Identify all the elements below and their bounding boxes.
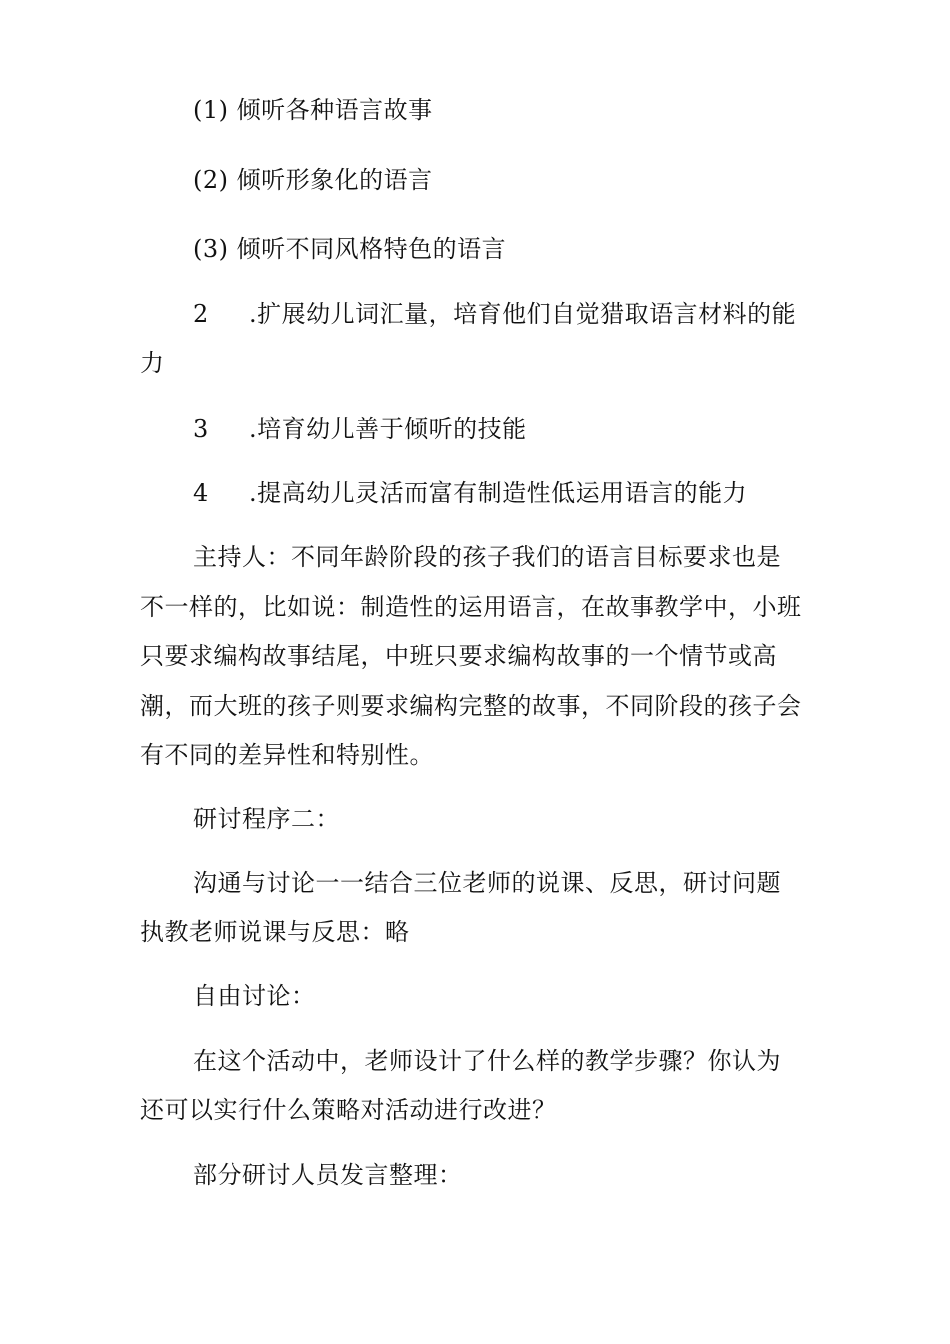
paragraph-line: 力	[140, 349, 165, 377]
numbered-item-3	[193, 414, 863, 444]
list-item-1: (1) 倾听各种语言故事	[193, 96, 433, 124]
item-number: 3	[193, 415, 209, 443]
list-item-3: (3) 倾听不同风格特色的语言	[193, 235, 507, 263]
item-text: .培育幼儿善于倾听的技能	[249, 415, 527, 443]
item-text: .提高幼儿灵活而富有制造性低运用语言的能力	[249, 479, 748, 507]
item-text: .扩展幼儿词汇量，培育他们自觉猎取语言材料的能	[249, 300, 797, 328]
numbered-item-2	[193, 299, 863, 329]
section-heading: 部分研讨人员发言整理：	[193, 1161, 463, 1189]
paragraph-line: 沟通与讨论一一结合三位老师的说课、反思，研讨问题	[193, 869, 781, 897]
paragraph-line: 不一样的，比如说：制造性的运用语言，在故事教学中，小班	[140, 593, 802, 621]
item-number: 4	[193, 479, 209, 507]
paragraph-line: 只要求编构故事结尾，中班只要求编构故事的一个情节或高	[140, 642, 777, 670]
paragraph-line: 在这个活动中，老师设计了什么样的教学步骤？你认为	[193, 1047, 781, 1075]
paragraph-line: 潮，而大班的孩子则要求编构完整的故事，不同阶段的孩子会	[140, 692, 802, 720]
list-item-2: (2) 倾听形象化的语言	[193, 166, 433, 194]
section-heading: 自由讨论：	[193, 982, 316, 1010]
paragraph-line: 执教老师说课与反思：略	[140, 918, 410, 946]
item-number: 2	[193, 300, 209, 328]
paragraph-line: 有不同的差异性和特别性。	[140, 741, 434, 769]
paragraph-line: 主持人：不同年龄阶段的孩子我们的语言目标要求也是	[193, 543, 781, 571]
paragraph-line: 还可以实行什么策略对活动进行改进？	[140, 1096, 557, 1124]
numbered-item-4	[193, 478, 863, 508]
section-heading: 研讨程序二：	[193, 805, 340, 833]
